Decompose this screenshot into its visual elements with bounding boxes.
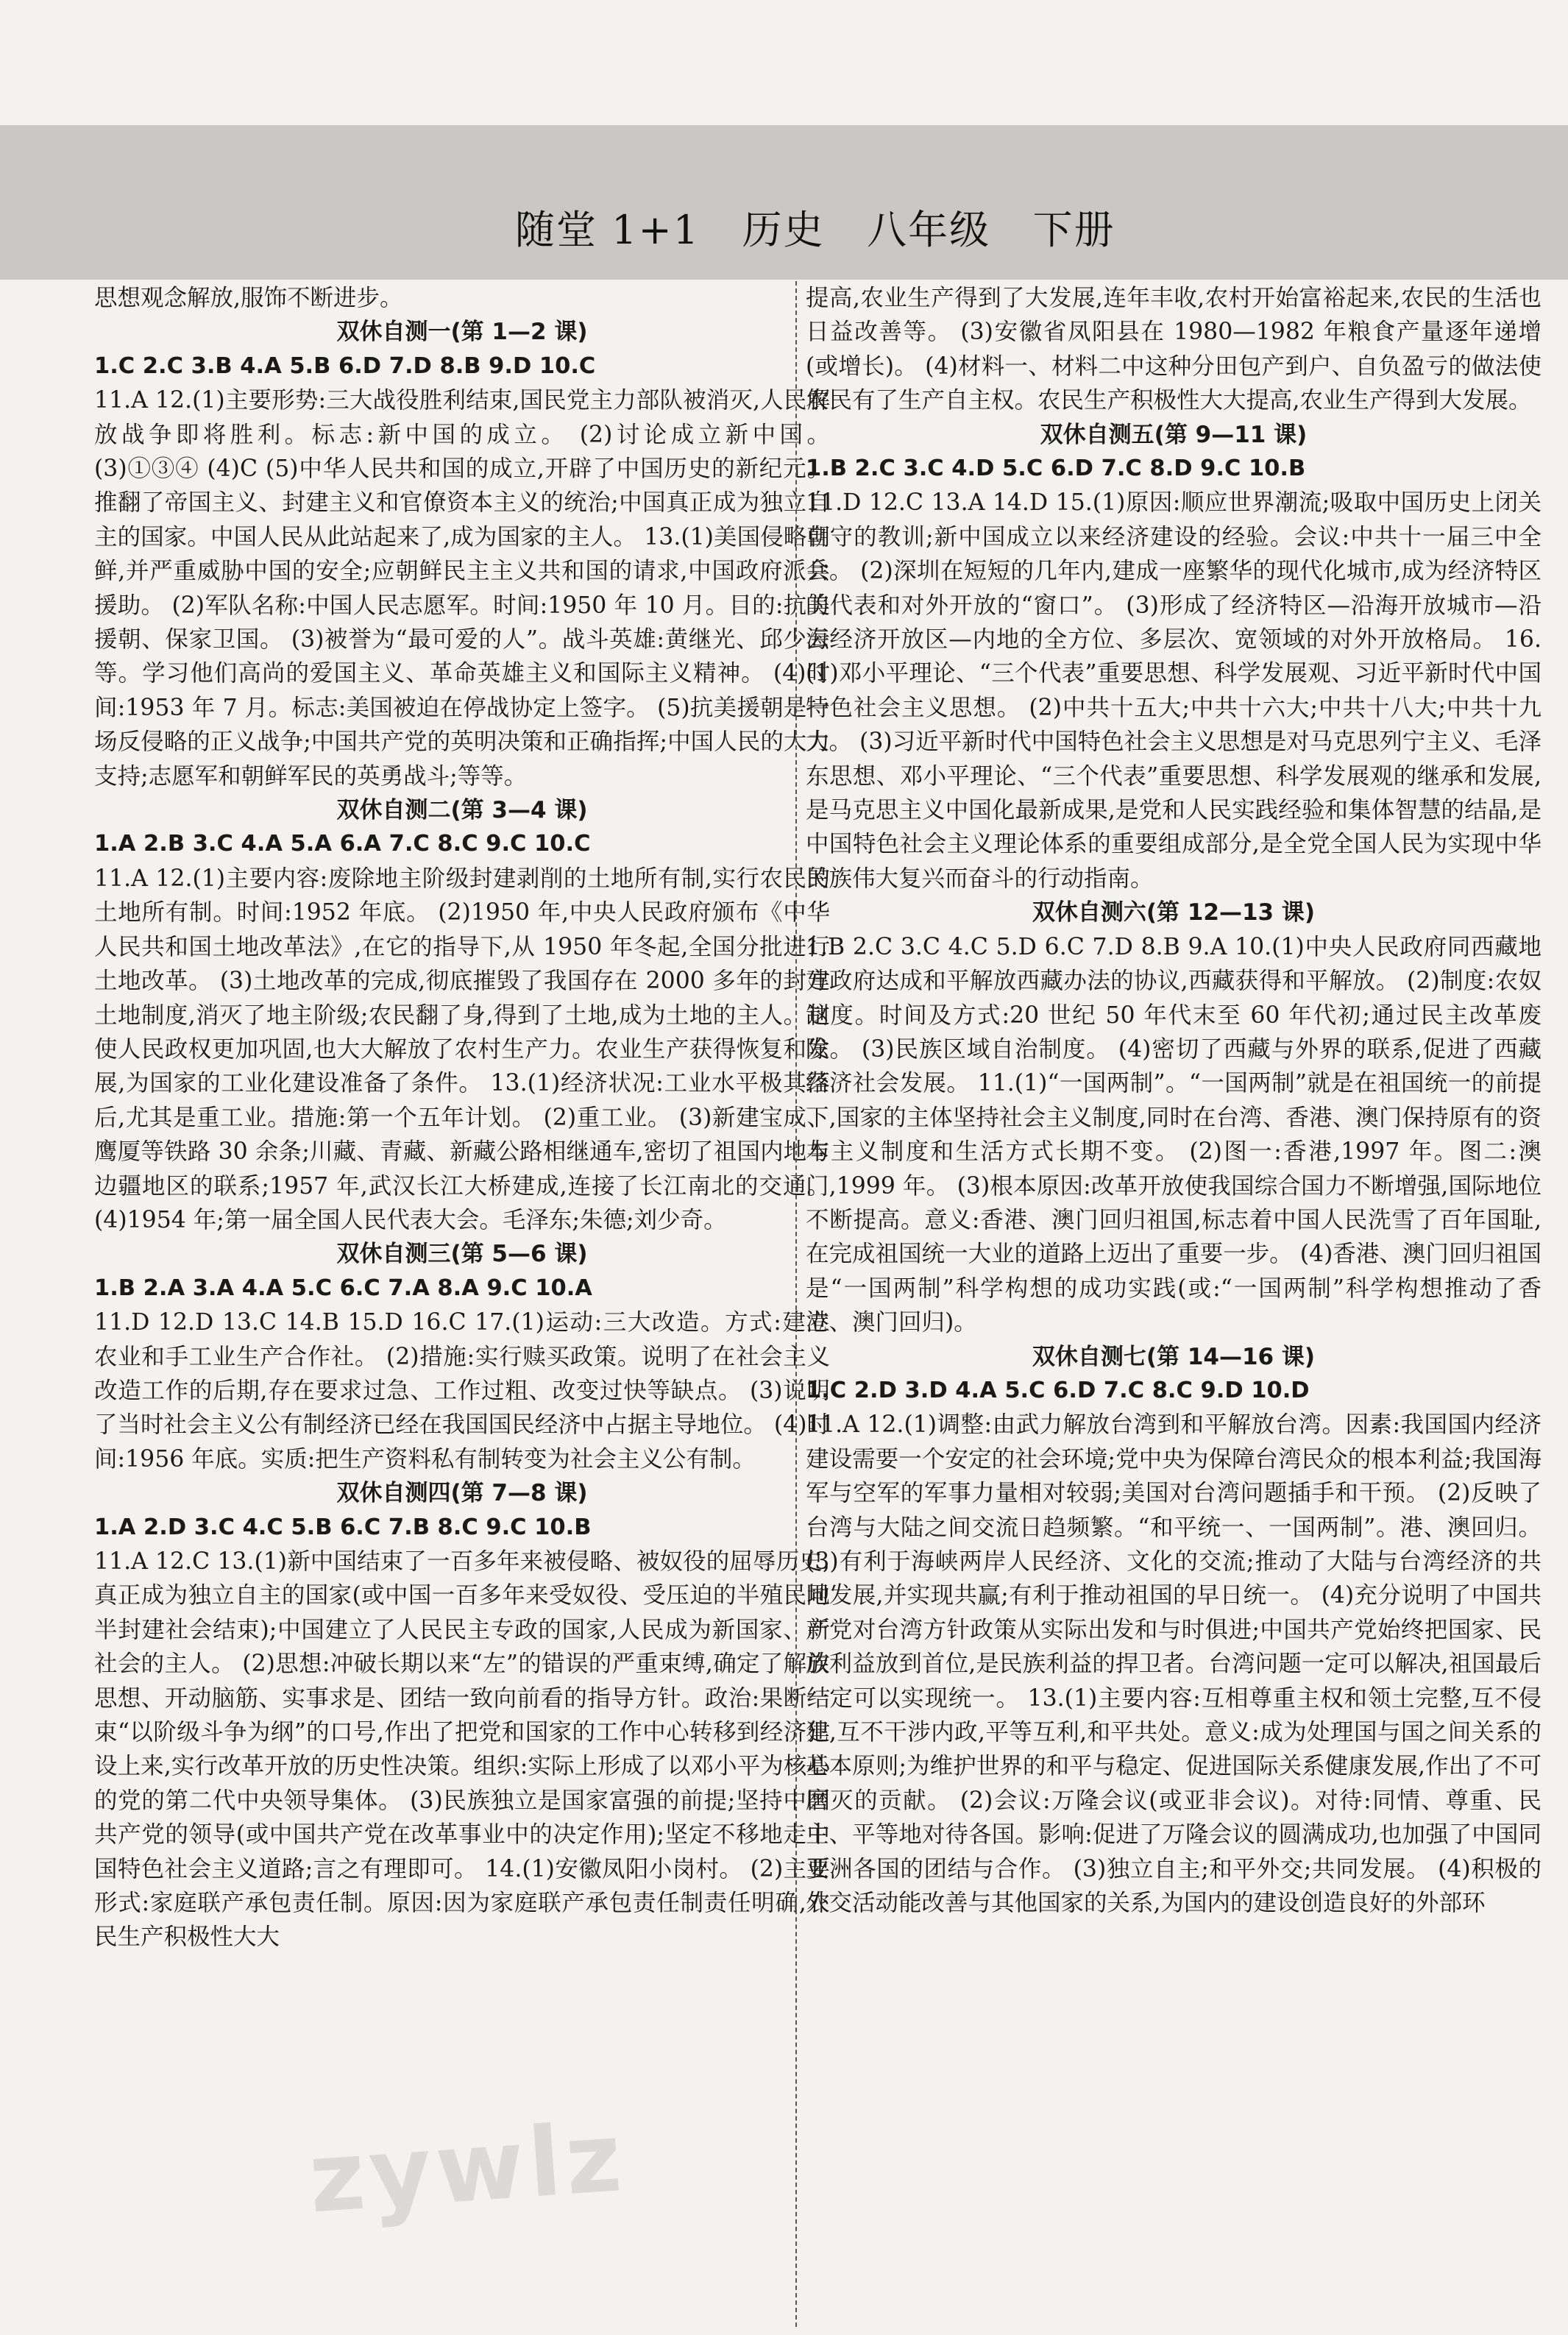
section-heading: 双休自测四(第 7—8 课) [336, 1480, 588, 1507]
answer-line: 1.C 2.C 3.B 4.A 5.B 6.D 7.D 8.B 9.D 10.C [94, 352, 596, 379]
page-title: 随堂 1+1 历史 八年级 下册 [515, 207, 1115, 253]
section-heading: 双休自测六(第 12—13 课) [1032, 899, 1316, 926]
answer-paragraph: 11.A 12.(1)主要形势:三大战役胜利结束,国民党主力部队被消灭,人民解放战争即将胜利。标志:新中国的成立。 (2)讨论成立新中国。 (3)①③④ (4)C (5)中华人民共和国的成立,开辟了中国历史的新纪元。推翻了帝国主义、封建主义和官僚资本主义的统治;中国真正成为独立自主的国家。中国人民从此站起来了,成为国家的主人。 13.(1)美国侵略朝鲜,并严重威胁中国的安全;应朝鲜民主主义共和国的请求,中国政府派兵援助。 (2)军队名称:中国人民志愿军。时间:1950 年 10 月。目的:抗美援朝、保家卫国。 (3)被誉为“最可爱的人”。战斗英雄:黄继光、邱少云等。学习他们高尚的爱国主义、革命英雄主义和国际主义精神。 (4)时间:1953 年 7 月。标志:美国被迫在停战协定上签字。 (5)抗美援朝是一场反侵略的正义战争;中国共产党的英明决策和正确指挥;中国人民的大力支持;志愿军和朝鲜军民的英勇战斗;等等。 [94, 387, 830, 790]
answer-paragraph: 提高,农业生产得到了大发展,连年丰收,农村开始富裕起来,农民的生活也日益改善等。 (3)安徽省凤阳县在 1980—1982 年粮食产量逐年递增(或增长)。 (4)材料一、材料二中这种分田包产到户、自负盈亏的做法使农民有了生产自主权。农民生产积极性大大提高,农业生产得到大发展。 [806, 285, 1542, 414]
section-heading: 双休自测三(第 5—6 课) [336, 1241, 588, 1268]
answer-line: 1.A 2.B 3.C 4.A 5.A 6.A 7.C 8.C 9.C 10.C [94, 831, 591, 857]
answer-line: 1.B 2.A 3.A 4.A 5.C 6.C 7.A 8.A 9.C 10.A [94, 1275, 592, 1301]
watermark: zywlz [305, 2100, 630, 2235]
answer-paragraph: 11.D 12.D 13.C 14.B 15.D 16.C 17.(1)运动:三大改造。方式:建立农业和手工业生产合作社。 (2)措施:实行赎买政策。说明了在社会主义改造工作的后期,存在要求过急、工作过粗、改变过快等缺点。 (3)说明了当时社会主义公有制经济已经在我国国民经济中占据主导地位。 (4)时间:1956 年底。实质:把生产资料私有制转变为社会主义公有制。 [94, 1309, 830, 1473]
section-heading: 双休自测一(第 1—2 课) [336, 319, 588, 346]
answer-paragraph: 思想观念解放,服饰不断进步。 [94, 285, 403, 311]
column-divider [795, 281, 797, 2327]
answer-line: 1.C 2.D 3.D 4.A 5.C 6.D 7.C 8.C 9.D 10.D [806, 1377, 1310, 1403]
answer-paragraph: 11.A 12.(1)主要内容:废除地主阶级封建剥削的土地所有制,实行农民的土地所有制。时间:1952 年底。 (2)1950 年,中央人民政府颁布《中华人民共和国土地改革法》,在它的指导下,从 1950 年冬起,全国分批进行土地改革。 (3)土地改革的完成,彻底摧毁了我国存在 2000 多年的封建土地制度,消灭了地主阶级;农民翻了身,得到了土地,成为土地的主人。这使人民政权更加巩固,也大大解放了农村生产力。农业生产获得恢复和发展,为国家的工业化建设准备了条件。 13.(1)经济状况:工业水平极其落后,尤其是重工业。措施:第一个五年计划。 (2)重工业。 (3)新建宝成、鹰厦等铁路 30 余条;川藏、青藏、新藏公路相继通车,密切了祖国内地与边疆地区的联系;1957 年,武汉长江大桥建成,连接了长江南北的交通。 (4)1954 年;第一届全国人民代表大会。毛泽东;朱德;刘少奇。 [94, 865, 830, 1233]
answer-paragraph: 11.A 12.(1)调整:由武力解放台湾到和平解放台湾。因素:我国国内经济建设需要一个安定的社会环境;党中央为保障台湾民众的根本利益;我国海军与空军的军事力量相对较弱;美国对台湾问题插手和干预。 (2)反映了台湾与大陆之间交流日趋频繁。“和平统一、一国两制”。港、澳回归。 (3)有利于海峡两岸人民经济、文化的交流;推动了大陆与台湾经济的共同发展,并实现共赢;有利于推动祖国的早日统一。 (4)充分说明了中国共产党对台湾方针政策从实际出发和与时俱进;中国共产党始终把国家、民族利益放到首位,是民族利益的捍卫者。台湾问题一定可以解决,祖国最后一定可以实现统一。 13.(1)主要内容:互相尊重主权和领土完整,互不侵犯,互不干涉内政,平等互利,和平共处。意义:成为处理国与国之间关系的基本原则;为维护世界的和平与稳定、促进国际关系健康发展,作出了不可磨灭的贡献。 (2)会议:万隆会议(或亚非会议)。对待:同情、尊重、民主、平等地对待各国。影响:促进了万隆会议的圆满成功,也加强了中国同亚洲各国的团结与合作。 (3)独立自主;和平外交;共同发展。 (4)积极的外交活动能改善与其他国家的关系,为国内的建设创造良好的外部环 [806, 1411, 1542, 1917]
left-column [94, 281, 830, 2331]
answer-paragraph: 1.B 2.C 3.C 4.C 5.D 6.C 7.D 8.B 9.A 10.(1)中央人民政府同西藏地方政府达成和平解放西藏办法的协议,西藏获得和平解放。 (2)制度:农奴制度。时间及方式:20 世纪 50 年代末至 60 年代初;通过民主改革废除。 (3)民族区域自治制度。 (4)密切了西藏与外界的联系,促进了西藏经济社会发展。 11.(1)“一国两制”。“一国两制”就是在祖国统一的前提下,国家的主体坚持社会主义制度,同时在台湾、香港、澳门保持原有的资本主义制度和生活方式长期不变。 (2)图一:香港,1997 年。图二:澳门,1999 年。 (3)根本原因:改革开放使我国综合国力不断增强,国际地位不断提高。意义:香港、澳门回归祖国,标志着中国人民洗雪了百年国耻,在完成祖国统一大业的道路上迈出了重要一步。 (4)香港、澳门回归祖国是“一国两制”科学构想的成功实践(或:“一国两制”科学构想推动了香港、澳门回归)。 [806, 933, 1542, 1336]
answer-paragraph: 11.D 12.C 13.A 14.D 15.(1)原因:顺应世界潮流;吸取中国历史上闭关自守的教训;新中国成立以来经济建设的经验。会议:中共十一届三中全会。 (2)深圳在短短的几年内,建成一座繁华的现代化城市,成为经济特区的代表和对外开放的“窗口”。 (3)形成了经济特区—沿海开放城市—沿海经济开放区—内地的全方位、多层次、宽领域的对外开放格局。 16.(1)邓小平理论、“三个代表”重要思想、科学发展观、习近平新时代中国特色社会主义思想。 (2)中共十五大;中共十六大;中共十八大;中共十九大。 (3)习近平新时代中国特色社会主义思想是对马克思列宁主义、毛泽东思想、邓小平理论、“三个代表”重要思想、科学发展观的继承和发展,是马克思主义中国化最新成果,是党和人民实践经验和集体智慧的结晶,是中国特色社会主义理论体系的重要组成部分,是全党全国人民为实现中华民族伟大复兴而奋斗的行动指南。 [806, 489, 1542, 892]
answer-line: 1.A 2.D 3.C 4.C 5.B 6.C 7.B 8.C 9.C 10.B [94, 1514, 592, 1540]
section-heading: 双休自测七(第 14—16 课) [1032, 1343, 1316, 1370]
section-heading: 双休自测五(第 9—11 课) [1040, 421, 1308, 448]
answer-paragraph: 11.A 12.C 13.(1)新中国结束了一百多年来被侵略、被奴役的屈辱历史,真正成为独立自主的国家(或中国一百多年来受奴役、受压迫的半殖民地半封建社会结束);中国建立了人民民主专政的国家,人民成为新国家、新社会的主人。 (2)思想:冲破长期以来“左”的错误的严重束缚,确定了解放思想、开动脑筋、实事求是、团结一致向前看的指导方针。政治:果断结束“以阶级斗争为纲”的口号,作出了把党和国家的工作中心转移到经济建设上来,实行改革开放的历史性决策。组织:实际上形成了以邓小平为核心的党的第二代中央领导集体。 (3)民族独立是国家富强的前提;坚持中国共产党的领导(或中国共产党在改革事业中的决定作用);坚定不移地走中国特色社会主义道路;言之有理即可。 14.(1)安徽凤阳小岗村。 (2)主要形式:家庭联产承包责任制。原因:因为家庭联产承包责任制责任明确,农民生产积极性大大 [94, 1548, 830, 1951]
section-heading: 双休自测二(第 3—4 课) [336, 797, 588, 824]
right-column [806, 281, 1542, 2331]
answer-line: 1.B 2.C 3.C 4.D 5.C 6.D 7.C 8.D 9.C 10.B [806, 456, 1306, 482]
